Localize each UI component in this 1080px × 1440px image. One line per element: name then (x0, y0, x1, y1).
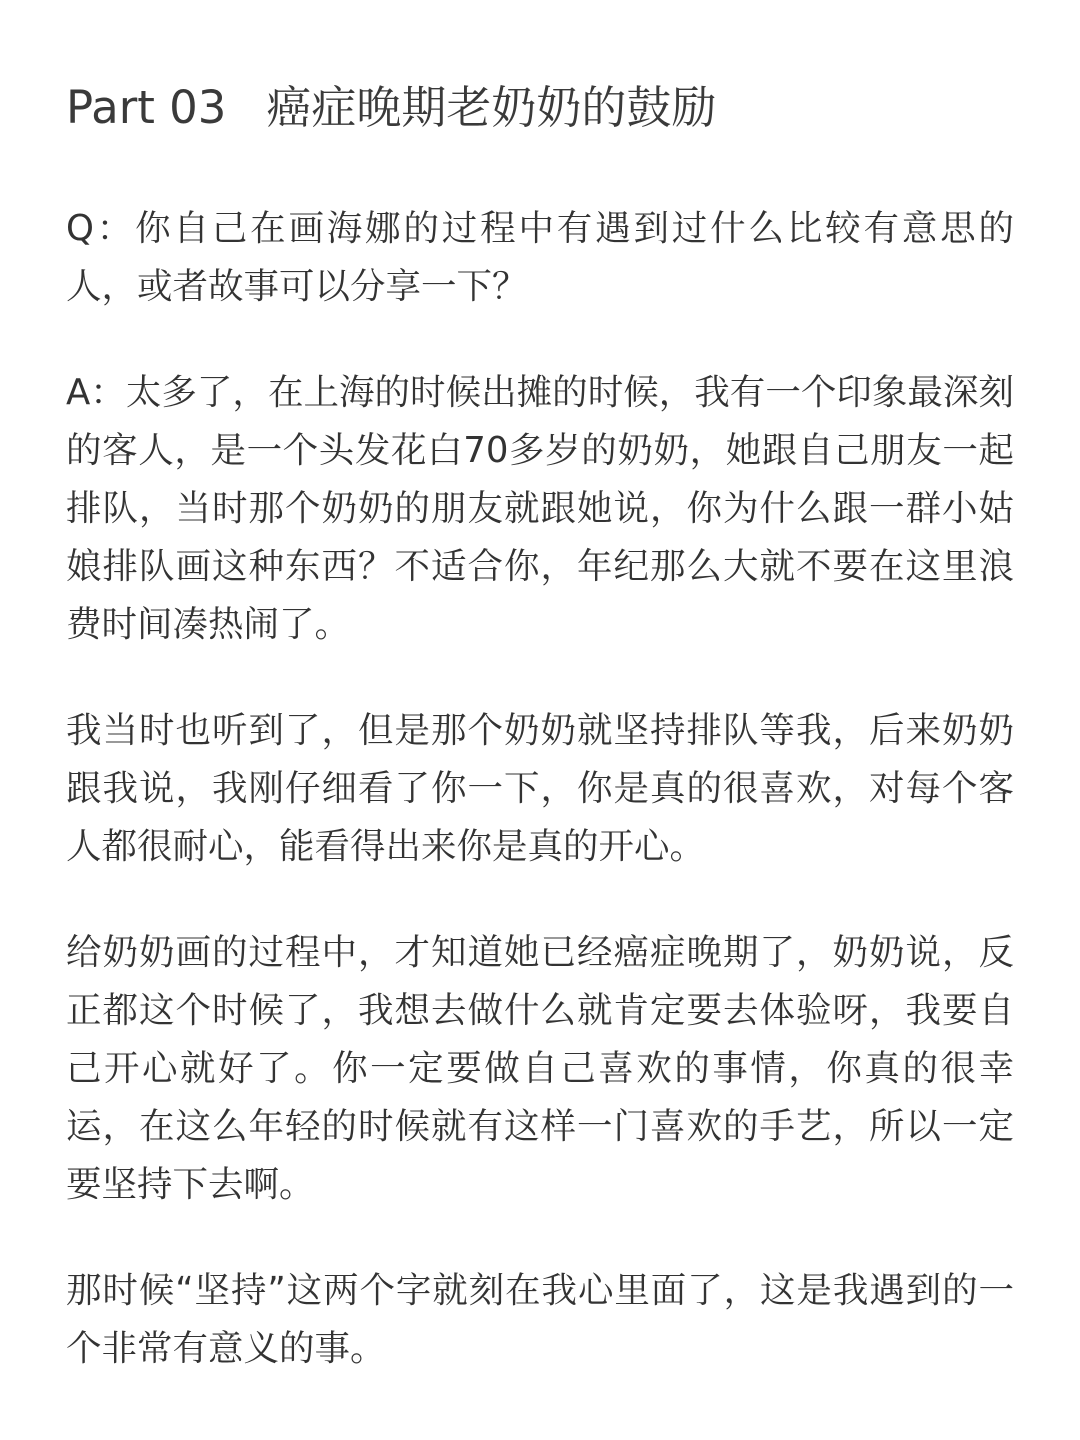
closing-paragraph: 那时候“坚持”这两个字就刻在我心里面了，这是我遇到的一个非常有意义的事。 (66, 1270, 1014, 1369)
section-part-number: Part 03 (66, 81, 227, 134)
body-paragraph: 我当时也听到了，但是那个奶奶就坚持排队等我，后来奶奶跟我说，我刚仔细看了你一下，你是真的很喜欢，对每个客人都很耐心，能看得出来你是真的开心。 (66, 710, 1014, 867)
answer-paragraph: A：太多了，在上海的时候出摊的时候，我有一个印象最深刻的客人，是一个头发花白70多岁的奶奶，她跟自己朋友一起排队，当时那个奶奶的朋友就跟她说，你为什么跟一群小姑娘排队画这种东西？不适合你，年纪那么大就不要在这里浪费时间凑热闹了。 (66, 372, 1014, 645)
section-heading (66, 72, 1014, 144)
section-title: 癌症晚期老奶奶的鼓励 (266, 81, 717, 134)
question-paragraph: Q：你自己在画海娜的过程中有遇到过什么比较有意思的人，或者故事可以分享一下？ (66, 208, 1014, 307)
body-paragraph: 给奶奶画的过程中，才知道她已经癌症晚期了，奶奶说，反正都这个时候了，我想去做什么就肯定要去体验呀，我要自己开心就好了。你一定要做自己喜欢的事情，你真的很幸运，在这么年轻的时候就有这样一门喜欢的手艺，所以一定要坚持下去啊。 (66, 932, 1014, 1205)
